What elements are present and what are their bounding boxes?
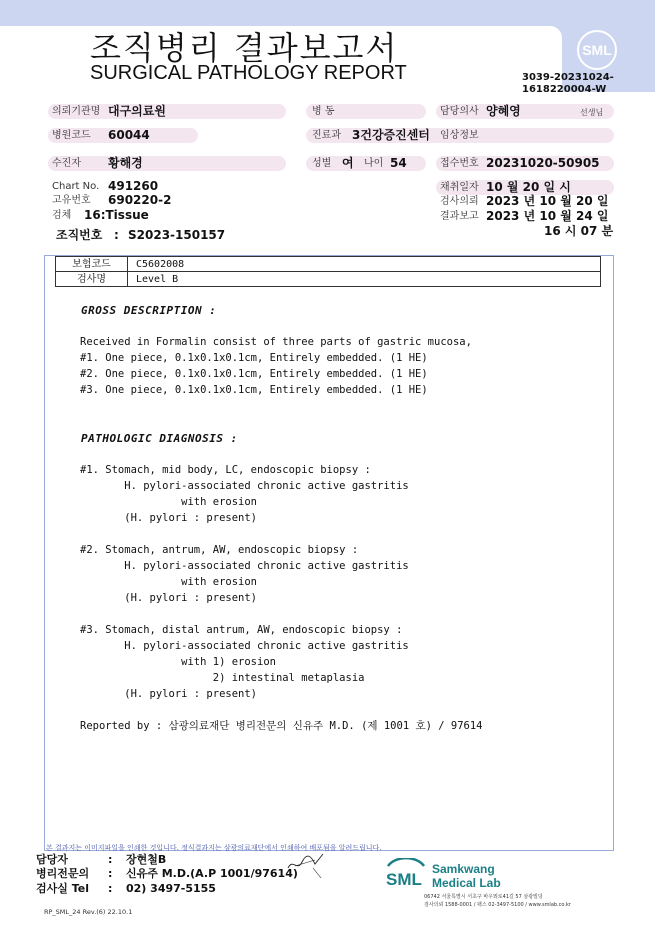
gross-description-heading: GROSS DESCRIPTION : [81,304,217,317]
test-name-row [56,272,601,287]
samkwang-logo-text: SML [386,870,422,889]
report-body [44,255,614,851]
insurance-code-label: 보험코드 [56,257,128,272]
diagnosis-line: 2) intestinal metaplasia [80,672,365,684]
diagnosis-line: H. pylori-associated chronic active gastritis [80,640,409,652]
chart-label: Chart No. [52,181,100,192]
insurance-code-value: C5602008 [128,257,601,272]
diagnosis-line: (H. pylori : present) [80,592,258,604]
specimen-value: 16:Tissue [84,208,149,222]
pathologist-colon: : [108,867,113,880]
doctor-label: 담당의사 [440,106,479,117]
gross-line: #2. One piece, 0.1x0.1x0.1cm, Entirely embedded. (1 HE) [80,368,428,380]
address-line: 06742 서울특별시 서초구 바우뫼로41길 57 삼광빌딩 [424,894,543,900]
diagnosis-line: (H. pylori : present) [80,688,258,700]
diagnosis-line: with erosion [80,496,258,508]
gross-line: #3. One piece, 0.1x0.1x0.1cm, Entirely embedded. (1 HE) [80,384,428,396]
hospital-code-value: 60044 [108,128,150,142]
doctor-value: 양혜영 [486,104,521,118]
brand-name [432,862,501,890]
request-value: 2023 년 10 월 20 일 [486,194,609,208]
samkwang-logo-icon [384,858,428,892]
reception-value: 20231020-50905 [486,156,600,170]
brand-name-bottom: Medical Lab [432,876,501,890]
request-label: 검사의뢰 [440,196,479,207]
staff-label: 담당자 [36,853,68,866]
report-id: 3039-20231024-1618220004-W [522,72,614,95]
print-notice: 본 결과지는 이미지파일을 인쇄한 것입니다. 정식결과지는 삼광의료재단에서 인쇄하여 배포됨을 알려드립니다. [46,844,382,852]
pathologic-diagnosis-heading: PATHOLOGIC DIAGNOSIS : [81,432,238,445]
brand-name-top: Samkwang [432,862,495,876]
specimen-label: 검체 [52,210,72,221]
diagnosis-line: #2. Stomach, antrum, AW, endoscopic biopsy : [80,544,359,556]
doctor-suffix: 선생님 [580,108,604,117]
dept-label: 진료과 [312,130,341,141]
test-name-value: Level B [128,272,601,287]
unique-value: 690220-2 [108,193,172,207]
lab-tel-value: 02) 3497-5155 [126,882,216,895]
diagnosis-line: #3. Stomach, distal antrum, AW, endoscopic biopsy : [80,624,403,636]
pathologist-value: 신유주 M.D.(A.P 1001/97614) [126,867,298,880]
diagnosis-line: (H. pylori : present) [80,512,258,524]
staff-colon: : [108,853,113,866]
age-value: 54 [390,156,407,170]
diagnosis-line: with 1) erosion [80,656,276,668]
form-code: RP_SML_24 Rev.(6) 22.10.1 [44,908,133,916]
sex-value: 여 [342,156,354,170]
sml-logo-icon: SML [577,30,617,70]
result-label: 결과보고 [440,211,479,222]
collect-label: 채취일자 [440,182,479,193]
reported-by-line: Reported by : 삼광의료재단 병리전문의 신유주 M.D. (제 1001 호) / 97614 [80,720,483,732]
brand-address [424,893,571,909]
tissue-label: 조직번호 [56,228,103,242]
result-value: 2023 년 10 월 24 일 [486,209,609,223]
report-title-english: SURGICAL PATHOLOGY REPORT [90,62,407,84]
patient-row [48,156,286,171]
institution-label: 의뢰기관명 [52,106,101,117]
ward-label: 병 동 [312,106,335,117]
diagnosis-line: H. pylori-associated chronic active gastritis [80,560,409,572]
gross-line: #1. One piece, 0.1x0.1x0.1cm, Entirely embedded. (1 HE) [80,352,428,364]
address-line: 검사의뢰 1588-0001 / 팩스 02-3497-5100 / www.smlab.co.kr [424,902,571,908]
institution-value: 대구의료원 [108,104,166,118]
lab-tel-label: 검사실 Tel [36,882,89,895]
diagnosis-line: #1. Stomach, mid body, LC, endoscopic biopsy : [80,464,371,476]
reception-label: 접수번호 [440,158,479,169]
diagnosis-line: with erosion [80,576,258,588]
chart-value: 491260 [108,179,159,193]
report-title-korean: 조직병리 결과보고서 [90,29,399,67]
tissue-colon: : [114,228,119,242]
diagnosis-line: H. pylori-associated chronic active gastritis [80,480,409,492]
test-name-label: 검사명 [56,272,128,287]
dept-value: 3건강증진센터 [352,128,430,142]
pathologist-label: 병리전문의 [36,867,90,880]
hospital-code-label: 병원코드 [52,130,91,141]
insurance-code-row [56,257,601,272]
lab-tel-colon: : [108,882,113,895]
staff-value: 장현철B [126,853,167,866]
collect-value: 10 월 20 일 시 [486,180,571,194]
result-time: 16 시 07 분 [544,224,614,238]
insurance-table [55,256,601,287]
age-label: 나이 [364,158,384,169]
unique-label: 고유번호 [52,195,91,206]
clinical-info-label: 임상정보 [440,130,479,141]
gross-line: Received in Formalin consist of three parts of gastric mucosa, [80,336,472,348]
tissue-value: S2023-150157 [128,228,226,242]
signature-icon [285,852,325,880]
patient-label: 수진자 [52,158,81,169]
sex-label: 성별 [312,158,332,169]
patient-value: 황해경 [108,156,143,170]
